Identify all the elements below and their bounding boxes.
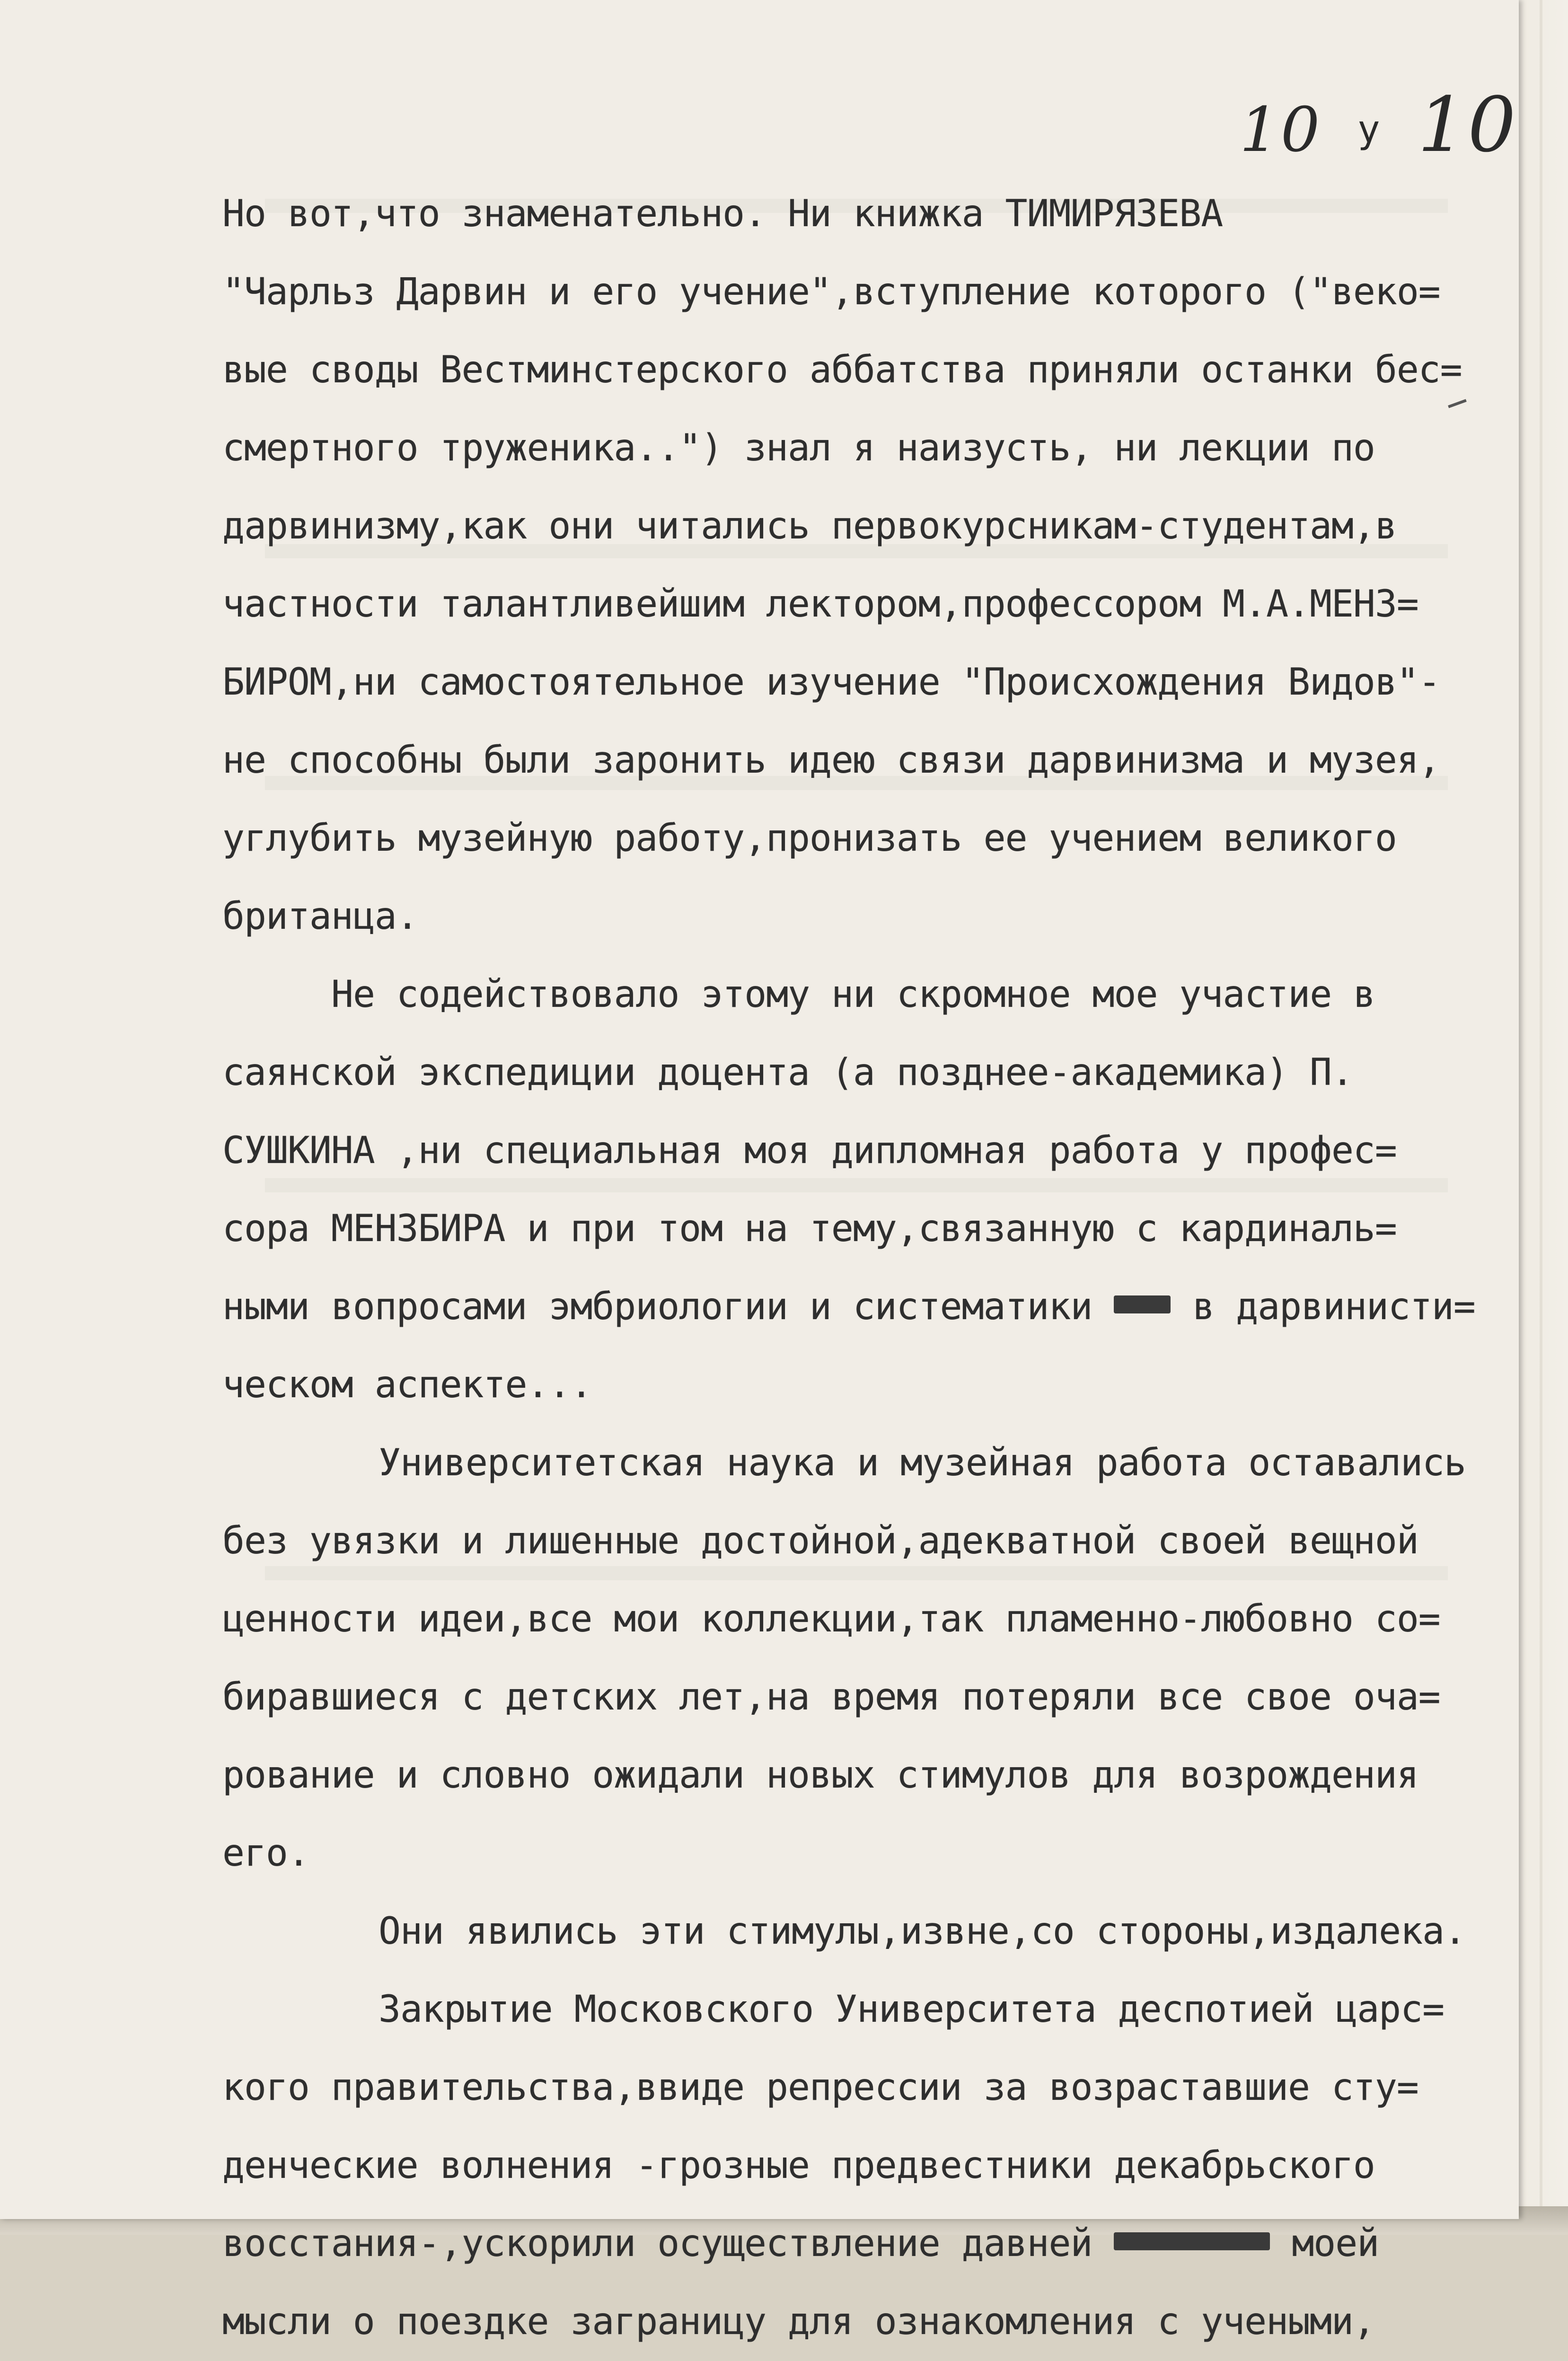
text-line: Закрытие Московского Университета деспотией царс= <box>379 1988 1445 2031</box>
struck-out-word <box>1114 2232 1270 2250</box>
page-edge <box>1540 0 1542 2235</box>
text-line: Они явились эти стимулы,извне,со стороны,издалека. <box>379 1910 1466 1953</box>
page-number <box>1240 80 1518 169</box>
text-line: "Чарльз Дарвин и его учение",вступление которого ("веко= <box>222 271 1440 313</box>
text-line: кого правительства,ввиде репрессии за возраставшие сту= <box>222 2066 1418 2109</box>
text-line: БИРОМ,ни самостоятельное изучение "Происхождения Видов"- <box>222 661 1440 704</box>
text-line: сора МЕНЗБИРА и при том на тему,связанную с кардиналь= <box>222 1207 1397 1250</box>
text-line: Университетская наука и музейная работа оставались <box>379 1442 1466 1484</box>
text-line: углубить музейную работу,пронизать ее учением великого <box>222 817 1397 860</box>
text-line: денческие волнения -грозные предвестники декабрьского <box>222 2144 1375 2187</box>
text-segment: моей <box>1292 2222 1379 2265</box>
text-line: частности талантливейшим лектором,профессором М.А.МЕНЗ= <box>222 583 1418 625</box>
text-line: саянской экспедиции доцента (а позднее-академика) П. <box>222 1051 1353 1094</box>
text-line: без увязки и лишенные достойной,адекватной своей вещной <box>222 1520 1418 1562</box>
text-line: ценности идеи,все мои коллекции,так пламенно-любовно со= <box>222 1598 1440 1640</box>
text-segment: в дарвинисти= <box>1192 1286 1475 1328</box>
text-line <box>222 1268 1500 1346</box>
text-line: рование и словно ожидали новых стимулов для возрождения <box>222 1754 1418 1797</box>
text-segment: ными вопросами эмбриологии и систематики <box>222 1286 1092 1328</box>
text-line <box>222 2205 1500 2283</box>
text-line: его. <box>222 1832 309 1875</box>
text-line: британца. <box>222 895 418 938</box>
text-line: мысли о поездке заграницу для ознакомления с учеными, <box>222 2300 1375 2343</box>
page-number-typed-letter: у <box>1357 107 1382 151</box>
text-line: смертного труженика..") знал я наизусть, ни лекции по <box>222 427 1375 469</box>
text-line: дарвинизму,как они читались первокурсникам-студентам,в <box>222 505 1397 547</box>
text-line: Но вот,что знаменательно. Ни книжка ТИМИРЯЗЕВА <box>222 193 1223 235</box>
text-line: СУШКИНА ,ни специальная моя дипломная работа у профес= <box>222 1129 1397 1172</box>
page-number-handwritten-right: 10 <box>1418 80 1518 169</box>
text-line: вые своды Вестминстерского аббатства приняли останки бес= <box>222 349 1462 391</box>
text-line: биравшиеся с детских лет,на время потеряли все свое оча= <box>222 1676 1440 1718</box>
text-line: Не содействовало этому ни скромное мое участие в <box>331 973 1375 1016</box>
struck-out-word <box>1114 1295 1171 1313</box>
text-line: не способны были заронить идею связи дарвинизма и музея, <box>222 739 1440 782</box>
text-segment: восстания-,ускорили осуществление давней <box>222 2222 1092 2265</box>
page-number-handwritten-left: 10 <box>1240 94 1322 166</box>
text-line: ческом аспекте... <box>222 1364 592 1406</box>
typed-text-body <box>222 175 1500 2361</box>
